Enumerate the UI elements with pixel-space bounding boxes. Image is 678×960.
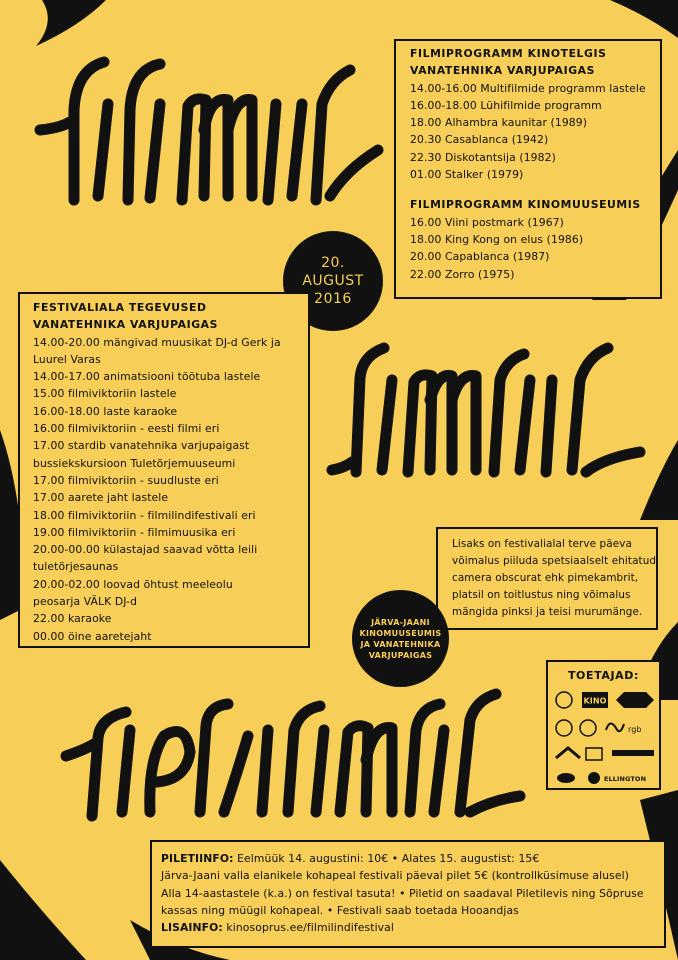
activity-text: filmiviktoriin - filmilindifestivali eri <box>67 508 256 522</box>
date-day: 20. <box>321 255 345 271</box>
sponsor-logo-badge <box>616 692 654 708</box>
ticket-presale: Eelmüük 14. augustini: 10€ • Alates 15. augustist: 15€ <box>237 852 540 865</box>
list-item <box>410 248 660 265</box>
list-item <box>33 368 308 385</box>
extra-line: platsil on toitlustus ning võimalus <box>452 589 631 601</box>
sponsor-logo-seal-1 <box>556 720 572 736</box>
activity-time: 17.00 <box>33 439 65 453</box>
sponsor-logo-ellington: ELLINGTON <box>604 775 647 783</box>
list-item <box>33 524 308 541</box>
screening-title: Multifilmide programm lastele <box>480 81 646 95</box>
date-year: 2016 <box>314 291 352 307</box>
list-item <box>410 166 660 183</box>
sponsor-logo-wordmark <box>612 750 654 756</box>
sponsor-logo-roof <box>556 748 580 758</box>
film-programme-box <box>394 39 662 299</box>
list-item <box>410 97 660 114</box>
screening-time: 20.30 <box>410 133 442 147</box>
screening-time: 18.00 <box>410 232 442 246</box>
list-item <box>33 489 308 506</box>
list-item <box>410 80 660 97</box>
list-item <box>33 403 308 420</box>
activity-time: 14.00-20.00 <box>33 335 100 349</box>
screening-time: 20.00 <box>410 250 442 264</box>
sponsor-logo-flags <box>586 748 602 760</box>
more-info-line <box>161 919 664 936</box>
list-item <box>410 266 660 283</box>
activity-time: 17.00 <box>33 491 65 505</box>
list-item <box>410 114 660 131</box>
extra-line: võimalus piiluda spetsiaalselt ehitatud <box>452 555 657 567</box>
festival-activities-box <box>18 292 310 648</box>
sponsor-logo-ellington-mark <box>588 772 600 784</box>
film-programme-heading-1: FILMIPROGRAMM KINOTELGIS <box>410 47 607 60</box>
screening-title: Casablanca (1942) <box>444 133 549 147</box>
activity-time: 00.00 <box>33 629 65 643</box>
activities-heading-1: FESTIVALIALA TEGEVUSED <box>33 301 207 314</box>
list-item <box>33 610 308 627</box>
screening-time: 16.00 <box>410 215 442 229</box>
list-item <box>33 628 308 645</box>
ticket-info-label: PILETIINFO: <box>161 852 234 865</box>
activity-text: stardib vanatehnika varjupaigast <box>67 439 250 453</box>
extra-line: camera obscurat ehk pimekambrit, <box>452 572 639 584</box>
screening-title: Zorro (1975) <box>444 267 515 281</box>
more-info-label: LISAINFO: <box>161 921 223 935</box>
screening-title: Stalker (1979) <box>444 168 524 182</box>
ticket-line-2: Järva-Jaani valla elanikele kohapeal festivali päeval pilet 5€ (kontrollküsimuse alusel) <box>161 869 630 883</box>
activity-text: aarete jaht lastele <box>67 491 169 505</box>
sponsor-logo-rgb: rgb <box>628 725 642 734</box>
ticket-line-4: kassas ning müügil kohapeal. • Festivali saab toetada Hooandjas <box>161 903 519 917</box>
title-word-festival <box>66 694 520 816</box>
extra-line: mängida pinksi ja teisi murumänge. <box>452 606 643 618</box>
screening-title: King Kong on elus (1986) <box>444 232 584 246</box>
screening-title: Alhambra kaunitar (1989) <box>444 116 588 130</box>
activity-time: 20.00-02.00 <box>33 577 100 591</box>
activity-text: karaoke <box>67 612 112 626</box>
swoosh-top-left <box>36 0 106 46</box>
list-item <box>33 420 308 437</box>
screening-title: Diskotantsija (1982) <box>444 150 556 164</box>
list-item <box>33 385 308 402</box>
activity-time: 22.00 <box>33 612 65 626</box>
list-item <box>410 131 660 148</box>
title-word-linna <box>332 348 640 472</box>
sponsor-logo-car <box>557 773 575 783</box>
screening-time: 18.00 <box>410 116 442 130</box>
activity-time: 16.00-18.00 <box>33 404 100 418</box>
ticket-line-1 <box>161 850 664 867</box>
activities-heading-2: VANATEHNIKA VARJUPAIGAS <box>33 318 219 332</box>
screening-title: Viini postmark (1967) <box>444 215 564 229</box>
sponsor-logo-swirl <box>606 723 624 731</box>
activity-text: öine aaretejaht <box>67 629 152 643</box>
activity-text: filmiviktoriin lastele <box>67 387 177 401</box>
activity-time: 15.00 <box>33 387 65 401</box>
screening-title: Lühifilmide programm <box>480 98 602 112</box>
venue-badge <box>352 590 449 687</box>
screening-time: 14.00-16.00 <box>410 81 477 95</box>
activity-text: bussiekskursioon Tuletõrjemuuseumi <box>33 456 236 470</box>
title-word-filmi <box>40 62 378 200</box>
ticket-line-3: Alla 14-aastastele (k.a.) on festival tasuta! • Piletid on saadaval Piletilevis ning Sõpruse <box>161 886 644 900</box>
sponsor-logo-crest <box>556 692 572 708</box>
list-item <box>33 472 308 489</box>
more-info-url[interactable]: kinosoprus.ee/filmilindifestival <box>226 921 394 935</box>
activity-text: tuletõrjesaunas <box>33 560 119 574</box>
list-item <box>33 593 308 610</box>
ticket-info-box <box>150 840 666 948</box>
list-item <box>33 455 308 472</box>
list-item <box>33 351 308 368</box>
film-programme-heading-2: VANATEHNIKA VARJUPAIGAS <box>410 64 596 78</box>
list-item <box>33 507 308 524</box>
venue-line: JA VANATEHNIKA <box>360 639 441 649</box>
list-item <box>410 214 660 231</box>
venue-line: KINOMUUSEUMIS <box>359 628 442 638</box>
activity-time: 14.00-17.00 <box>33 370 100 384</box>
screening-time: 22.30 <box>410 150 442 164</box>
activity-text: animatsiooni töötuba lastele <box>103 370 261 384</box>
screening-time: 01.00 <box>410 168 442 182</box>
activity-time: 19.00 <box>33 525 65 539</box>
swoosh-top-right <box>610 0 678 38</box>
venue-line: VARJUPAIGAS <box>368 650 433 660</box>
spacer <box>410 183 660 196</box>
activity-time: 20.00-00.00 <box>33 543 100 557</box>
activity-text: laste karaoke <box>103 404 178 418</box>
list-item <box>33 576 308 593</box>
list-item <box>33 334 308 351</box>
activity-text: Luurel Varas <box>33 352 101 366</box>
activity-time: 18.00 <box>33 508 65 522</box>
activity-time: 17.00 <box>33 473 65 487</box>
sponsors-heading: TOETAJAD: <box>567 669 640 682</box>
list-item <box>33 558 308 575</box>
swoosh-right-2 <box>640 440 678 520</box>
date-month: AUGUST <box>302 273 364 289</box>
screening-time: 16.00-18.00 <box>410 98 477 112</box>
activity-text: filmiviktoriin - eesti filmi eri <box>67 422 220 436</box>
activity-text: külastajad saavad võtta leili <box>103 543 258 557</box>
list-item <box>33 437 308 454</box>
swoosh-left-bottom <box>0 860 86 960</box>
extra-activities-box <box>436 527 658 630</box>
activity-text: mängivad muusikat DJ-d Gerk ja <box>103 335 281 349</box>
activity-time: 16.00 <box>33 422 65 436</box>
activity-text: peosarja VÄLK DJ-d <box>33 595 138 609</box>
activity-text: filmiviktoriin - suudluste eri <box>67 473 219 487</box>
list-item <box>410 149 660 166</box>
sponsor-logo-kino-text: KINO <box>583 696 607 706</box>
list-item <box>33 541 308 558</box>
sponsors-box <box>546 660 661 790</box>
sponsor-logo-seal-2 <box>580 720 596 736</box>
screening-title: Capablanca (1987) <box>444 250 550 264</box>
list-item <box>410 231 660 248</box>
venue-line: JÄRVA-JAANI <box>371 617 430 627</box>
activity-text: filmiviktoriin - filmimuusika eri <box>67 525 236 539</box>
screening-time: 22.00 <box>410 267 442 281</box>
museum-programme-heading: FILMIPROGRAMM KINOMUUSEUMIS <box>410 198 641 212</box>
sponsor-logos <box>554 690 658 786</box>
activity-text: loovad õhtust meeleolu <box>103 577 233 591</box>
extra-line: Lisaks on festivalialal terve päeva <box>452 538 632 550</box>
